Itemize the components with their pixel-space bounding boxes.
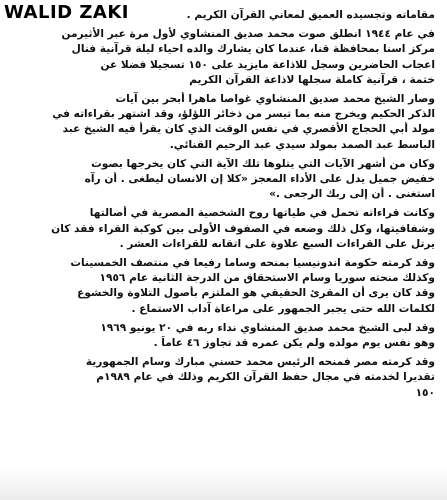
- text-line: وهو نفس يوم مولده ولم يكن عمره قد تجاوز ٤٦ عاماً .: [153, 337, 435, 350]
- text-line: ختمة ، قرآنية كاملة سجلها لاذاعة القرآن الكريم: [189, 73, 435, 86]
- text-line: وكانت قراءاته تحمل في طياتها روح الشخصية المصرية في أصالتها: [89, 207, 435, 220]
- text-line: مركز اسنا بمحافظة قنا، عندما كان يشارك والده احياء ليلة قرآنية فنال: [71, 43, 435, 56]
- paragraph: [10, 256, 435, 317]
- paragraph: [10, 8, 435, 23]
- text-line: مولد أبي الحجاج الأقصري في نفس الوقت الذي كان يقرأ فيه الشيخ عبد: [62, 123, 435, 136]
- article-body: [10, 8, 435, 401]
- text-line: وصار الشيخ محمد صديق المنشاوي غواصا ماهرا أبحر بين آيات: [115, 93, 435, 106]
- text-line: خفيض جميل يدل على الأداء المعجز «كلا إن الانسان ليطغى . أن رآه: [84, 173, 435, 186]
- paragraph: [10, 157, 435, 203]
- paragraph: [10, 27, 435, 88]
- text-line: يرتل على القراءات السبع علاوة على اتقانه للقراءات العشر .: [119, 237, 435, 250]
- scan-shadow: [0, 466, 447, 500]
- text-line: ١٥٠: [415, 386, 435, 399]
- text-line: الذكر الحكيم ويخرج منه بما تيسر من ذخائر اللؤلؤ، وقد اشتهر بقراءاته في: [52, 108, 435, 121]
- paragraph: [10, 206, 435, 252]
- paragraph: [10, 92, 435, 153]
- text-line: الباسط عبد الصمد بمولد سيدي عبد الرحيم القنائي.: [169, 138, 435, 151]
- text-line: استغنى . أن إلى ربك الرجعى .»: [269, 188, 435, 201]
- paragraph: [10, 321, 435, 351]
- text-line: وقد لبى الشيخ محمد صديق المنشاوي نداء ربه في ٢٠ يونيو ١٩٦٩: [100, 321, 435, 334]
- text-line: وكان من أشهر الآيات التي يتلوها تلك الآية التي كان يخرجها بصوت: [91, 157, 435, 170]
- paragraph: [10, 355, 435, 401]
- brand-watermark: WALID ZAKI: [4, 2, 129, 23]
- text-line: لكلمات الله حتى يجبر الجمهور على مراعاة آداب الاستماع .: [131, 302, 435, 315]
- text-line: اعجاب الحاضرين وسجل للاذاعة مايزيد على ١٥٠ تسجيلا فضلا عن: [100, 58, 435, 71]
- text-line: وقد كرمته حكومة اندونيسيا بمنحه وساما رفيعا في منتصف الخمسينات: [70, 257, 435, 270]
- text-line: وشفافيتها، وكل ذلك وضعه في الصفوف الأولى بين كوكبة القراء فقد كان: [51, 222, 435, 235]
- text-line: وقد كرمته مصر فمنحه الرئيس محمد حسني مبارك وسام الجمهورية: [85, 356, 435, 369]
- text-line: في عام ١٩٤٤ انطلق صوت محمد صديق المنشاوي لأول مرة عبر الأثيرمن: [61, 28, 435, 41]
- text-line: مقاماته وتجسيده العميق لمعاني القرآن الكريم .: [186, 9, 435, 21]
- text-line: تقديرا لخدمته في مجال حفظ القرآن الكريم وذلك في عام ١٩٨٩م: [96, 371, 435, 384]
- text-line: وكذلك منحته سوريا وسام الاستحقاق من الدرجة الثانية عام ١٩٥٦: [99, 272, 435, 285]
- text-line: وقد كان يرى أن المقرئ الحقيقي هو الملتزم بأصول التلاوة والخشوع: [77, 287, 435, 300]
